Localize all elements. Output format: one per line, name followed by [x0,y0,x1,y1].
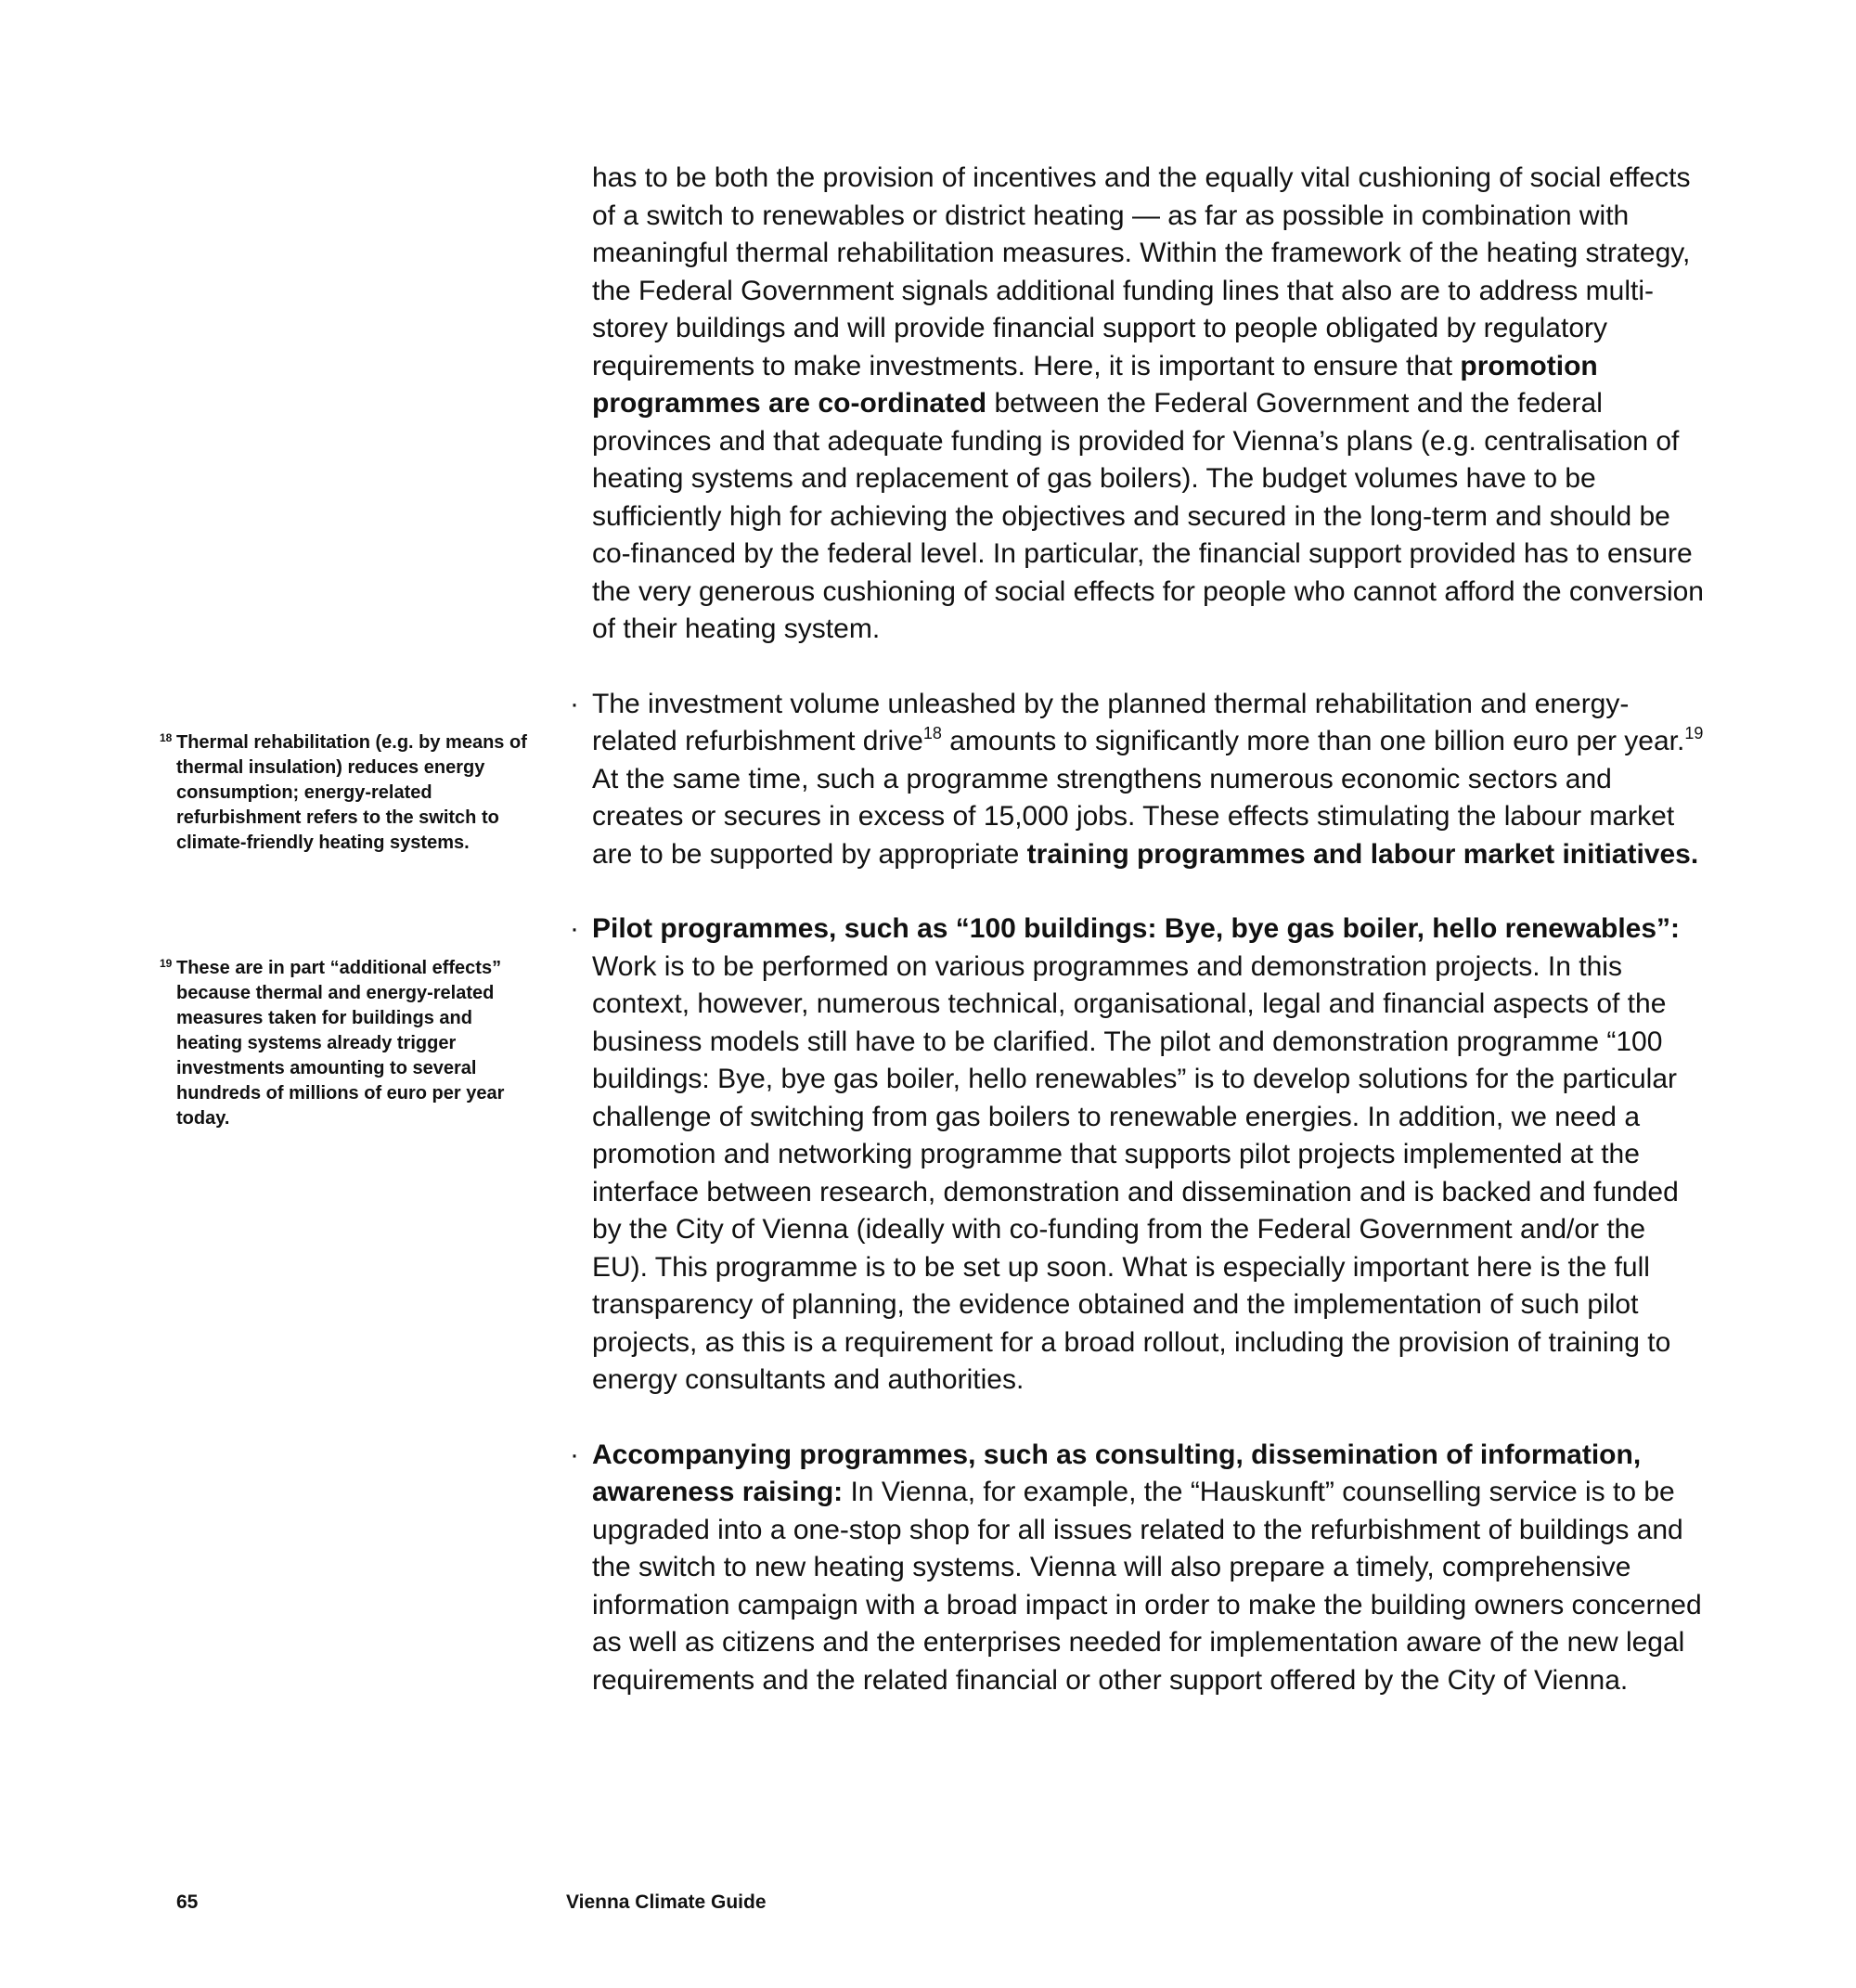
footnote-18-number: 18 [160,731,173,744]
bullet-investment [570,686,1706,874]
page-number: 65 [176,1891,199,1913]
intro-text: has to be both the provision of incentives and the equally vital cushioning of social effects of a switch to renewables or district heating — as far as possible in combination with meaningful thermal rehabilitation measures. Within the framework of the heating strategy, the Federal Government signals additional funding lines that also are to address multi-storey buildings and will provide financial support to people obligated by regulatory requirements to make investments. Here, it is important to ensure that [592,162,1691,381]
intro-rest: between the Federal Government and the federal provinces and that adequate funding is provided for Vienna’s plans (e.g. centralisation of heating systems and replacement of gas boilers). The budget volumes have to be sufficiently high for achieving the objectives and secured in the long-term and should be co-financed by the federal level. In particular, the financial support provided has to ensure the very generous cushioning of social effects for people who cannot afford the conversion of their heating system. [592,388,1704,644]
footnote-18-text: Thermal rehabilitation (e.g. by means of thermal insulation) reduces energy consumption; energy-related refurbishment refers to the switch to climate-friendly heating systems. [176,732,527,853]
main-text-column [570,160,1706,1736]
footnote-19 [160,956,531,1131]
bullet-pilot [570,910,1706,1400]
bullet-dot: · [570,913,579,944]
bullet-accompanying-text [592,1437,1706,1700]
footnote-19-text: These are in part “additional effects” because thermal and energy-related measures taken for buildings and heating systems already trigger investments amounting to several hundreds of millions of euro per year today. [176,958,505,1129]
intro-bold: promotion programmes are co-ordinated [592,350,1598,419]
bullet-dot: · [570,1439,579,1470]
bullet-dot: · [570,688,579,719]
bullet2-bold: Pilot programmes, such as “100 buildings: Bye, bye gas boiler, hello renewables”: [592,913,1681,944]
bullet2-text: Work is to be performed on various programmes and demonstration projects. In this context, however, numerous technical, organisational, legal and financial aspects of the business models still have to be clarified. The pilot and demonstration programme “100 buildings: Bye, bye gas boiler, hello renewables” is to develop solutions for the particular challenge of switching from gas boilers to renewable energies. In addition, we need a promotion and networking programme that supports pilot projects implemented at the interface between research, demonstration and dissemination and is backed and funded by the City of Vienna (ideally with co-funding from the Federal Government and/or the EU). This programme is to be set up soon. What is especially important here is the full transparency of planning, the evidence obtained and the implementation of such pilot projects, as this is a requirement for a broad rollout, including the provision of training to energy consultants and authorities. [592,950,1679,1395]
bullet-pilot-text [592,910,1706,1400]
bullet1-bold: training programmes and labour market initiatives. [1026,838,1699,870]
bullet1-part2: amounts to significantly more than one billion euro per year. [941,726,1685,756]
bullet-investment-text [592,686,1706,874]
bullet1-part1: The investment volume unleashed by the planned thermal rehabilitation and energy-related refurbishment drive [592,688,1630,756]
bullet-accompanying [570,1437,1706,1700]
bullet1-part3: At the same time, such a programme strengthens numerous economic sectors and creates or secures in excess of 15,000 jobs. These effects stimulating the labour market are to be supported by appropriate [592,763,1675,870]
footnote-19-number: 19 [160,957,173,970]
document-title: Vienna Climate Guide [566,1891,767,1913]
bullet3-bold: Accompanying programmes, such as consulting, dissemination of information, awareness raising: [592,1439,1642,1507]
footnote-ref-19[interactable]: 19 [1684,724,1704,742]
footnote-18 [160,730,531,856]
bullet3-text: In Vienna, for example, the “Hauskunft” counselling service is to be upgraded into a one-stop shop for all issues related to the refurbishment of buildings and the switch to new heating systems. Vienna will also prepare a timely, comprehensive information campaign with a broad impact in order to make the building owners concerned as well as citizens and the enterprises needed for implementation aware of the new legal requirements and the related financial or other support offered by the City of Vienna. [592,1477,1702,1696]
intro-paragraph [592,160,1706,649]
footnote-ref-18[interactable]: 18 [922,724,942,742]
